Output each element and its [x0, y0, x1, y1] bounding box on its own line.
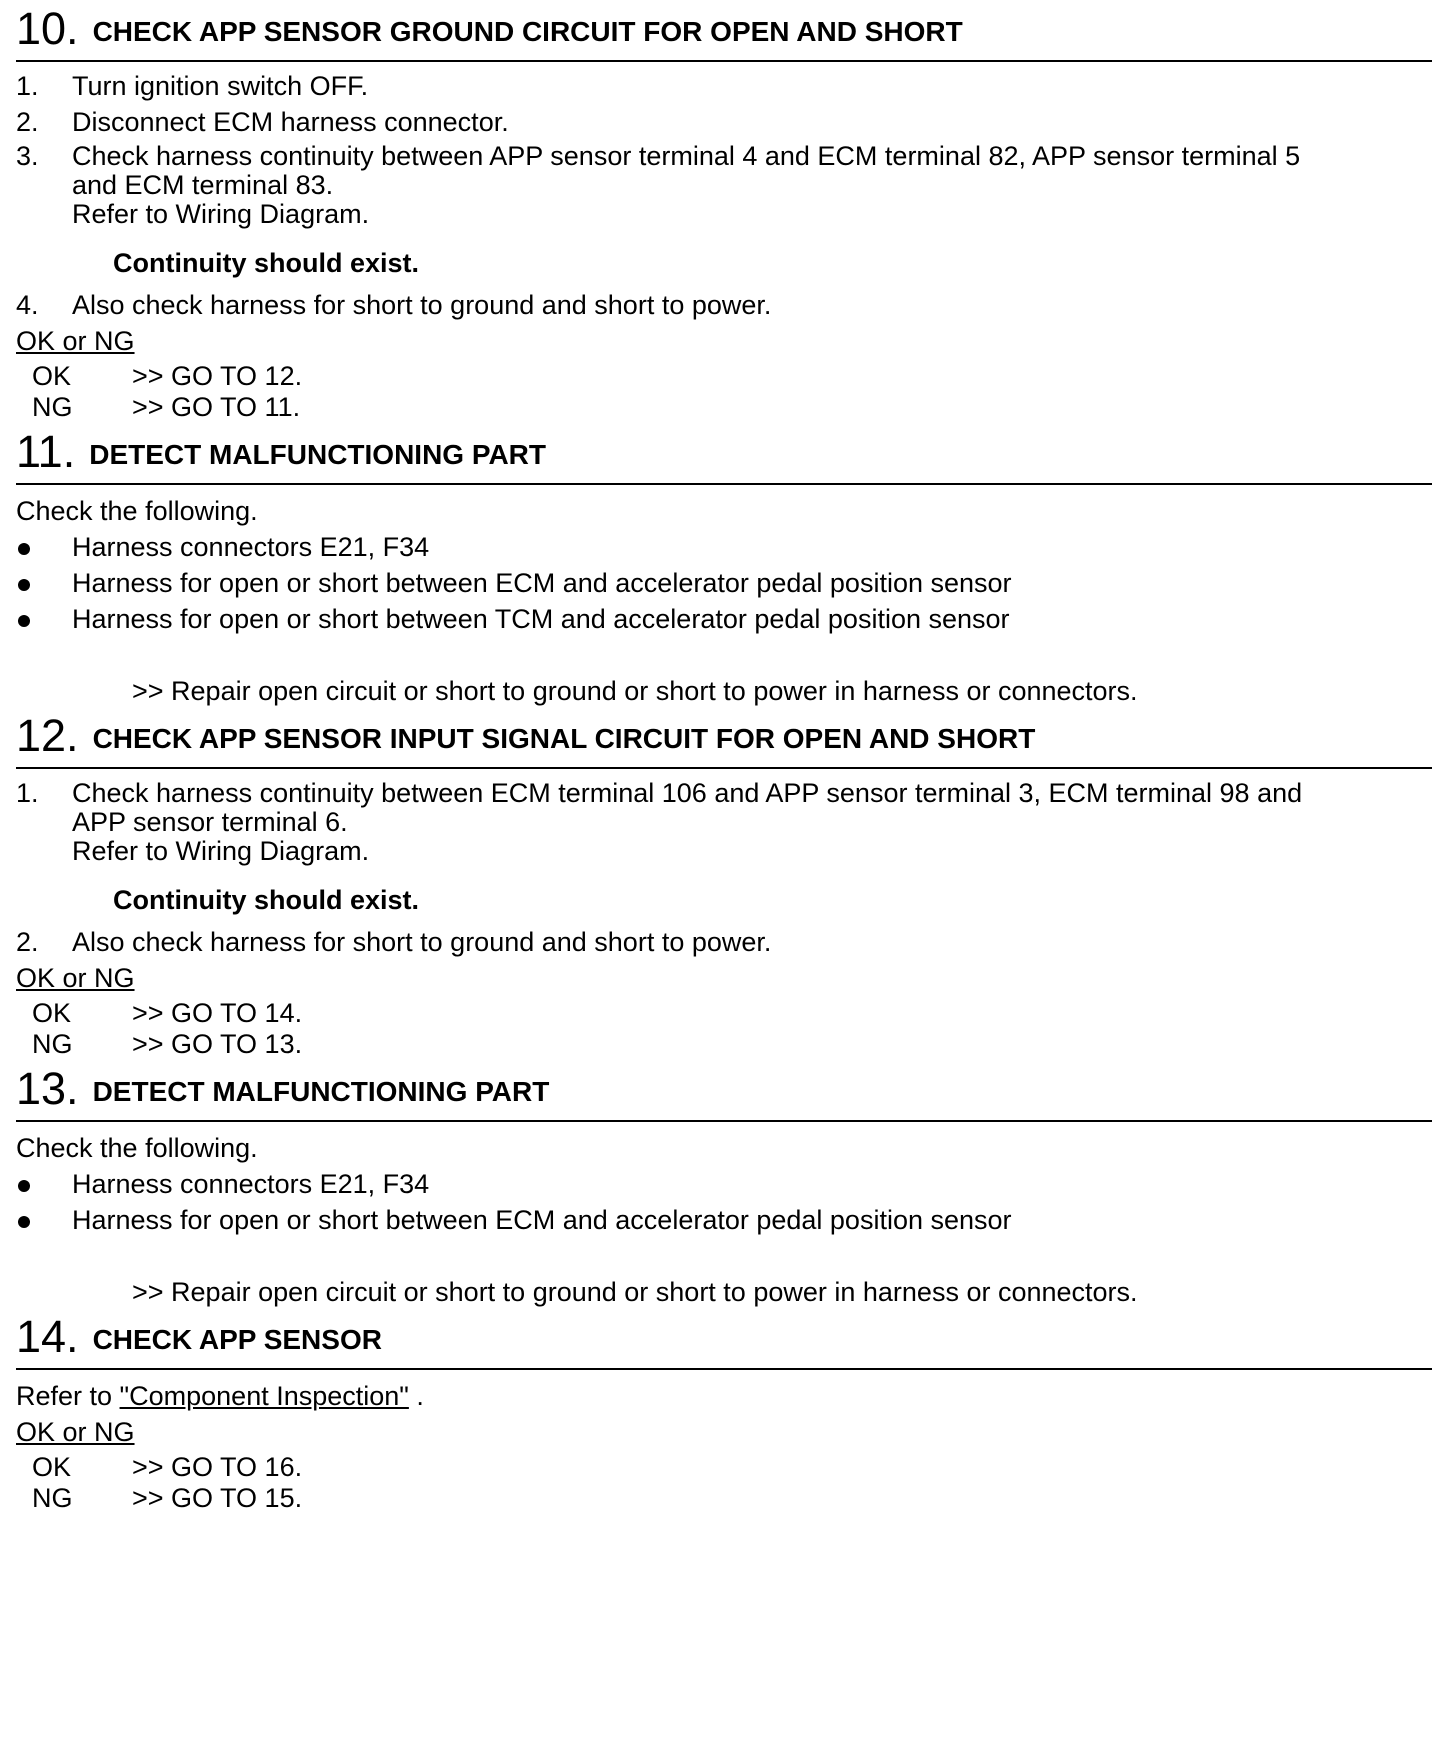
- section-header: [16, 0, 1432, 62]
- intro-text: Check the following.: [16, 1133, 258, 1163]
- section-14: [16, 1308, 1432, 1514]
- ng-row: NG >> GO TO 15.: [32, 1483, 303, 1513]
- step-number: 12.: [16, 710, 79, 761]
- bullet-item: Harness connectors E21, F34: [16, 1168, 1432, 1200]
- step-number: 10.: [16, 3, 79, 54]
- intro-text: Check the following.: [16, 496, 258, 526]
- document-page: [16, 0, 1432, 1514]
- section-header: [16, 1060, 1432, 1122]
- section-10: [16, 0, 1432, 423]
- bullet-icon: [18, 579, 30, 591]
- ok-ng-heading: OK or NG: [16, 963, 135, 993]
- list-item: 4. Also check harness for short to ground and short to power.: [16, 290, 772, 320]
- refer-text: Refer to "Component Inspection" .: [16, 1381, 424, 1411]
- ok-row: OK >> GO TO 12.: [32, 361, 303, 391]
- bullet-item: Harness for open or short between TCM and accelerator pedal position sensor: [16, 603, 1432, 635]
- ok-row: OK >> GO TO 16.: [32, 1452, 303, 1482]
- ng-row: NG >> GO TO 11.: [32, 392, 301, 422]
- section-header: [16, 1308, 1432, 1370]
- section-11: [16, 423, 1432, 707]
- list-item: 1. Check harness continuity between ECM terminal 106 and APP sensor terminal 3, ECM terminal 98 and APP sensor terminal 6. Refer to Wiring Diagram.: [16, 778, 1303, 866]
- ok-ng-heading: OK or NG: [16, 1417, 135, 1447]
- result-note: Continuity should exist.: [113, 885, 420, 915]
- section-13: [16, 1060, 1432, 1308]
- step-number: 11.: [16, 426, 76, 477]
- section-title: DETECT MALFUNCTIONING PART: [89, 439, 546, 470]
- bullet-icon: [18, 543, 30, 555]
- bullet-icon: [18, 1216, 30, 1228]
- component-inspection-link[interactable]: "Component Inspection": [119, 1381, 409, 1411]
- repair-action: >> Repair open circuit or short to ground or short to power in harness or connectors.: [132, 676, 1138, 706]
- list-item: 2. Also check harness for short to ground and short to power.: [16, 927, 772, 957]
- bullet-item: Harness connectors E21, F34: [16, 531, 1432, 563]
- bullet-item: Harness for open or short between ECM and accelerator pedal position sensor: [16, 567, 1432, 599]
- section-title: DETECT MALFUNCTIONING PART: [92, 1076, 550, 1107]
- section-title: CHECK APP SENSOR INPUT SIGNAL CIRCUIT FOR OPEN AND SHORT: [92, 723, 1036, 754]
- list-item: 2. Disconnect ECM harness connector.: [16, 107, 509, 137]
- bullet-item: Harness for open or short between ECM and accelerator pedal position sensor: [16, 1204, 1432, 1236]
- step-number: 14.: [16, 1311, 79, 1362]
- list-item: 1. Turn ignition switch OFF.: [16, 71, 369, 101]
- ok-ng-heading: OK or NG: [16, 326, 135, 356]
- section-title: CHECK APP SENSOR GROUND CIRCUIT FOR OPEN AND SHORT: [92, 16, 963, 47]
- ng-row: NG >> GO TO 13.: [32, 1029, 303, 1059]
- step-number: 13.: [16, 1063, 79, 1114]
- section-12: [16, 707, 1432, 1060]
- list-item: 3. Check harness continuity between APP sensor terminal 4 and ECM terminal 82, APP sensor terminal 5 and ECM terminal 83. Refer to Wiring Diagram.: [16, 141, 1301, 229]
- result-note: Continuity should exist.: [113, 248, 420, 278]
- bullet-icon: [18, 615, 30, 627]
- section-title: CHECK APP SENSOR: [92, 1324, 382, 1355]
- ok-row: OK >> GO TO 14.: [32, 998, 303, 1028]
- bullet-icon: [18, 1180, 30, 1192]
- repair-action: >> Repair open circuit or short to ground or short to power in harness or connectors.: [132, 1277, 1138, 1307]
- section-header: [16, 707, 1432, 769]
- section-header: [16, 423, 1432, 485]
